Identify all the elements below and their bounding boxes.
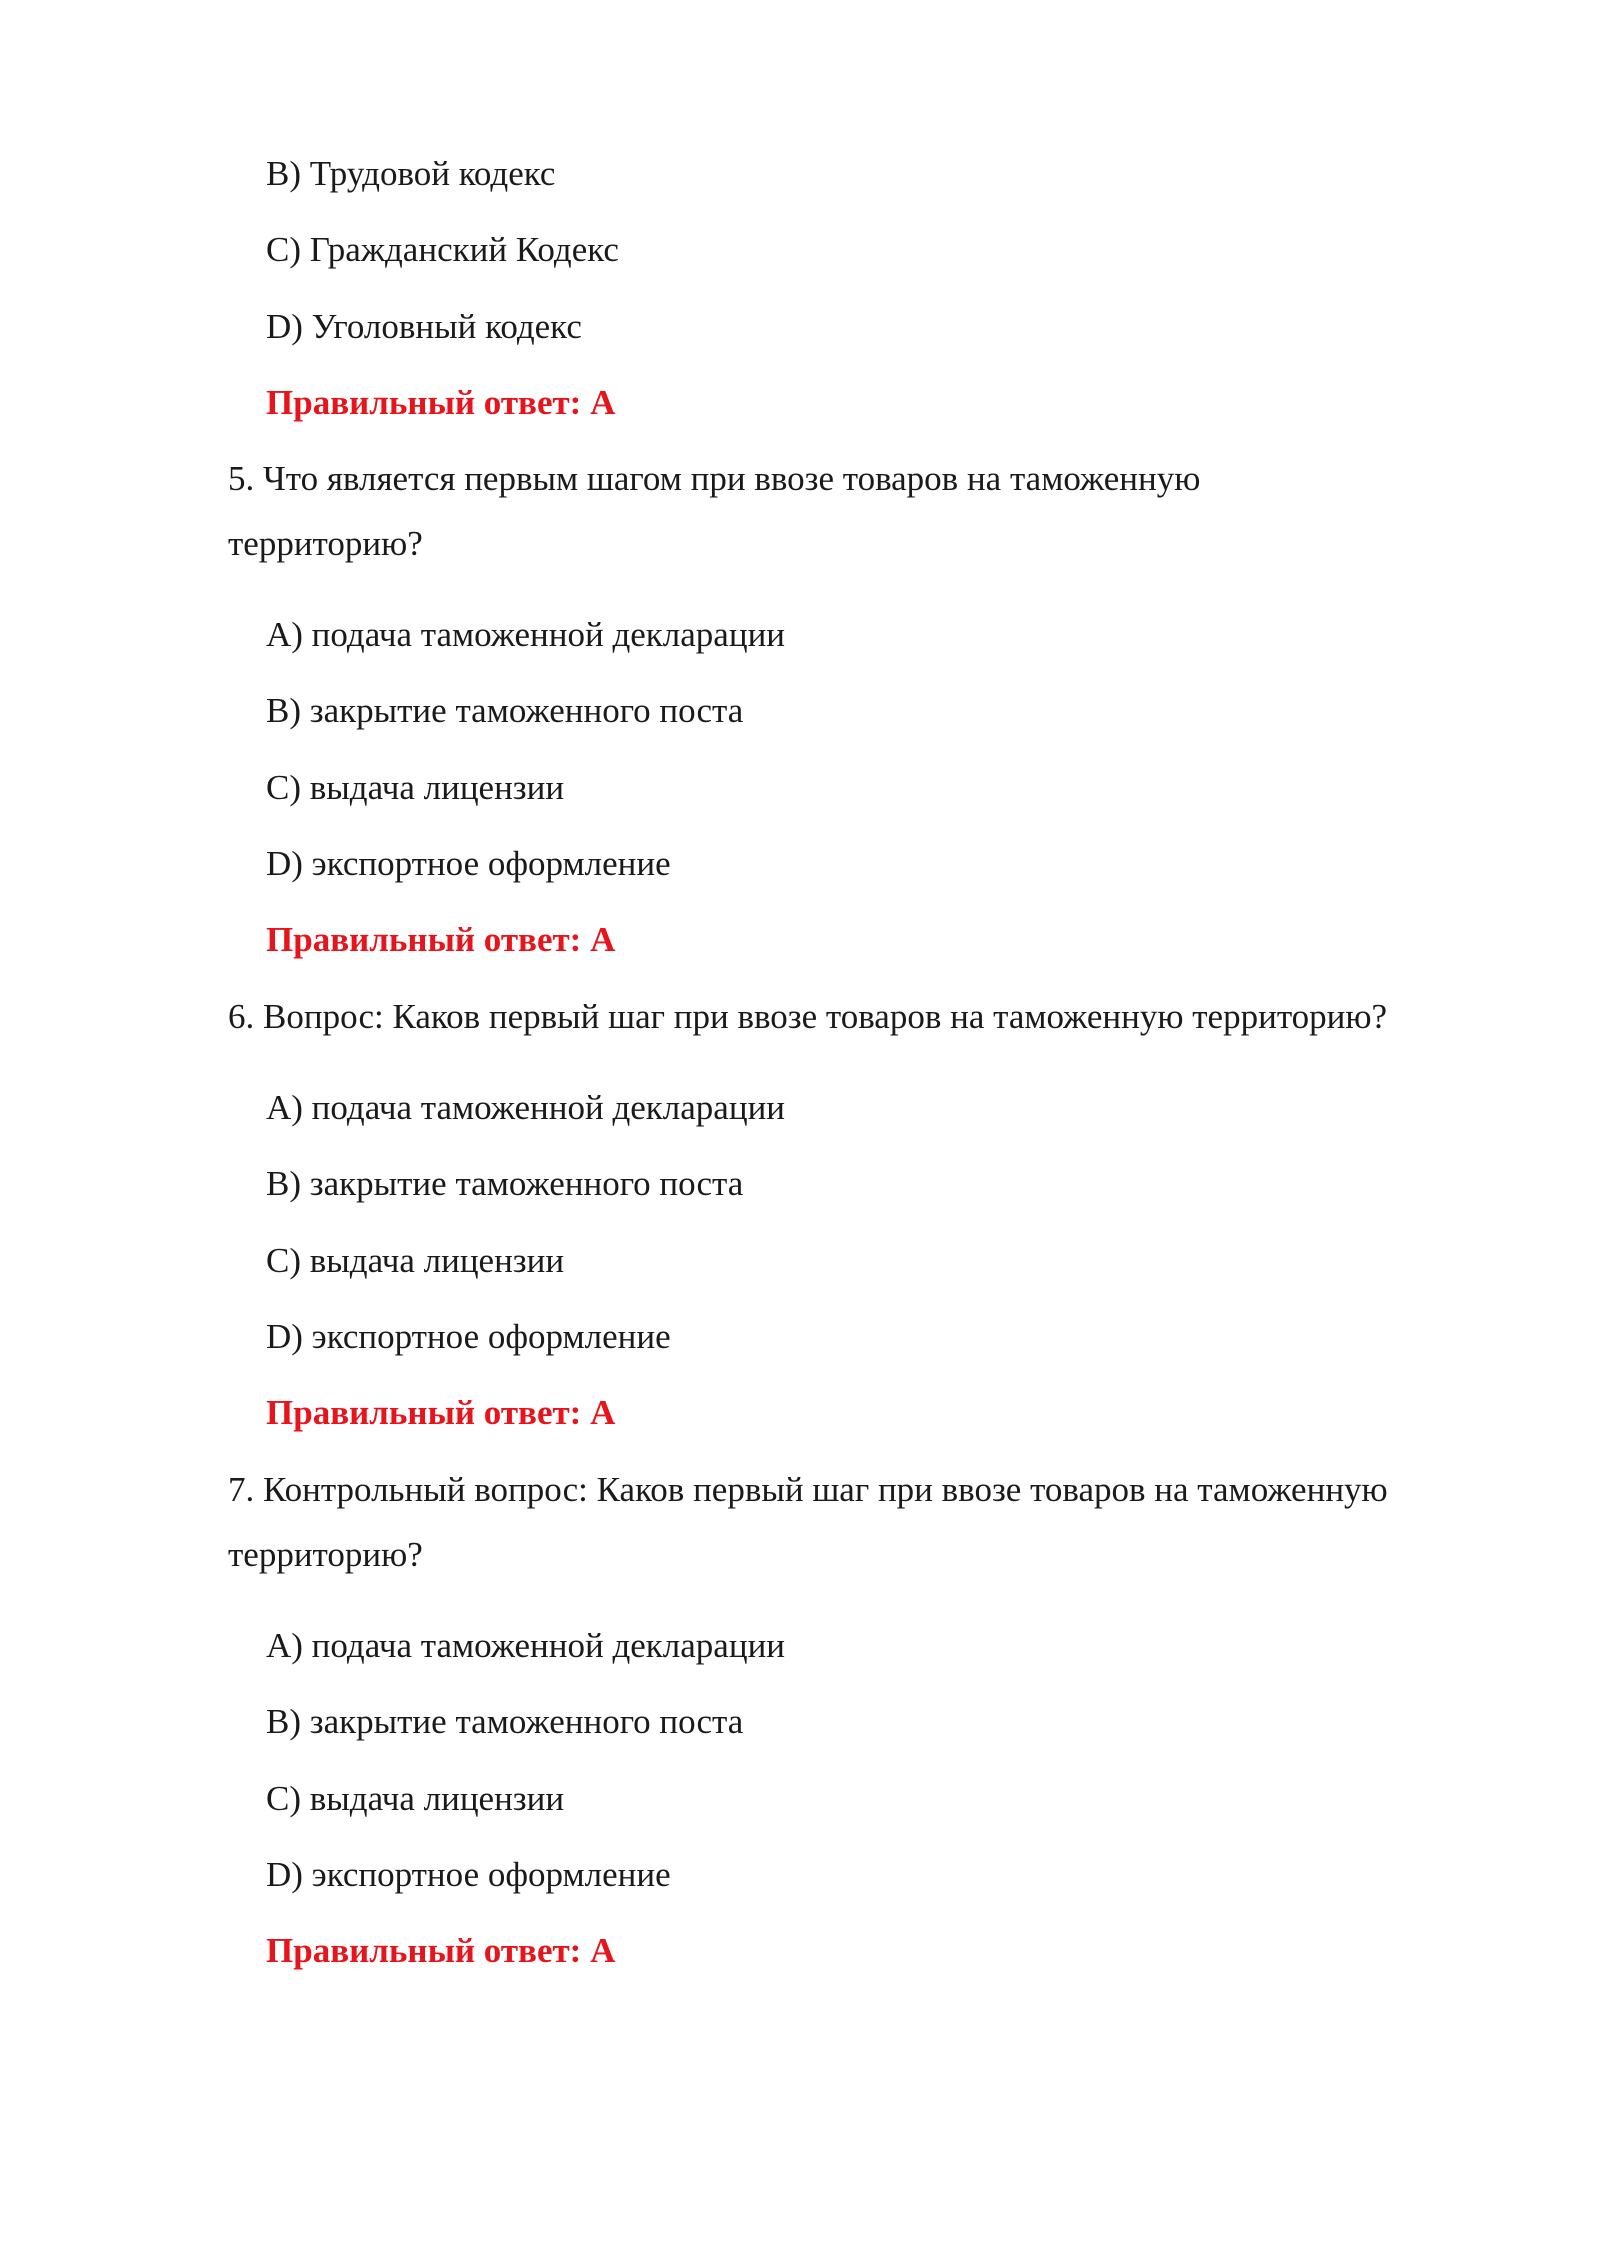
q7-question-line1: 7. Контрольный вопрос: Каков первый шаг при ввозе товаров на таможенную (228, 1470, 1388, 1509)
q6-option-c: C) выдача лицензии (266, 1241, 565, 1280)
q7-question-line2: территорию? (228, 1535, 423, 1574)
q5-option-c: C) выдача лицензии (266, 768, 565, 807)
q4-option-d: D) Уголовный кодекс (266, 307, 582, 346)
q5-question-line1: 5. Что является первым шагом при ввозе товаров на таможенную (228, 459, 1201, 498)
q7-option-a: A) подача таможенной декларации (266, 1626, 786, 1665)
q4-option-c: C) Гражданский Кодекс (266, 230, 619, 269)
q6-question-line1: 6. Вопрос: Каков первый шаг при ввозе товаров на таможенную территорию? (228, 997, 1388, 1036)
q6-option-b: B) закрытие таможенного поста (266, 1164, 744, 1203)
q5-question-line2: территорию? (228, 524, 423, 563)
q6-option-d: D) экспортное оформление (266, 1317, 671, 1356)
q4-option-b: B) Трудовой кодекс (266, 154, 556, 193)
q7-correct-answer: Правильный ответ: A (266, 1931, 616, 1970)
q6-correct-answer: Правильный ответ: A (266, 1393, 616, 1432)
q7-option-d: D) экспортное оформление (266, 1855, 671, 1894)
q7-option-b: B) закрытие таможенного поста (266, 1702, 744, 1741)
q5-option-b: B) закрытие таможенного поста (266, 691, 744, 730)
q5-option-d: D) экспортное оформление (266, 844, 671, 883)
q5-correct-answer: Правильный ответ: A (266, 920, 616, 959)
q4-correct-answer: Правильный ответ: A (266, 383, 616, 422)
q5-option-a: A) подача таможенной декларации (266, 615, 786, 654)
q6-option-a: A) подача таможенной декларации (266, 1088, 786, 1127)
q7-option-c: C) выдача лицензии (266, 1779, 565, 1818)
